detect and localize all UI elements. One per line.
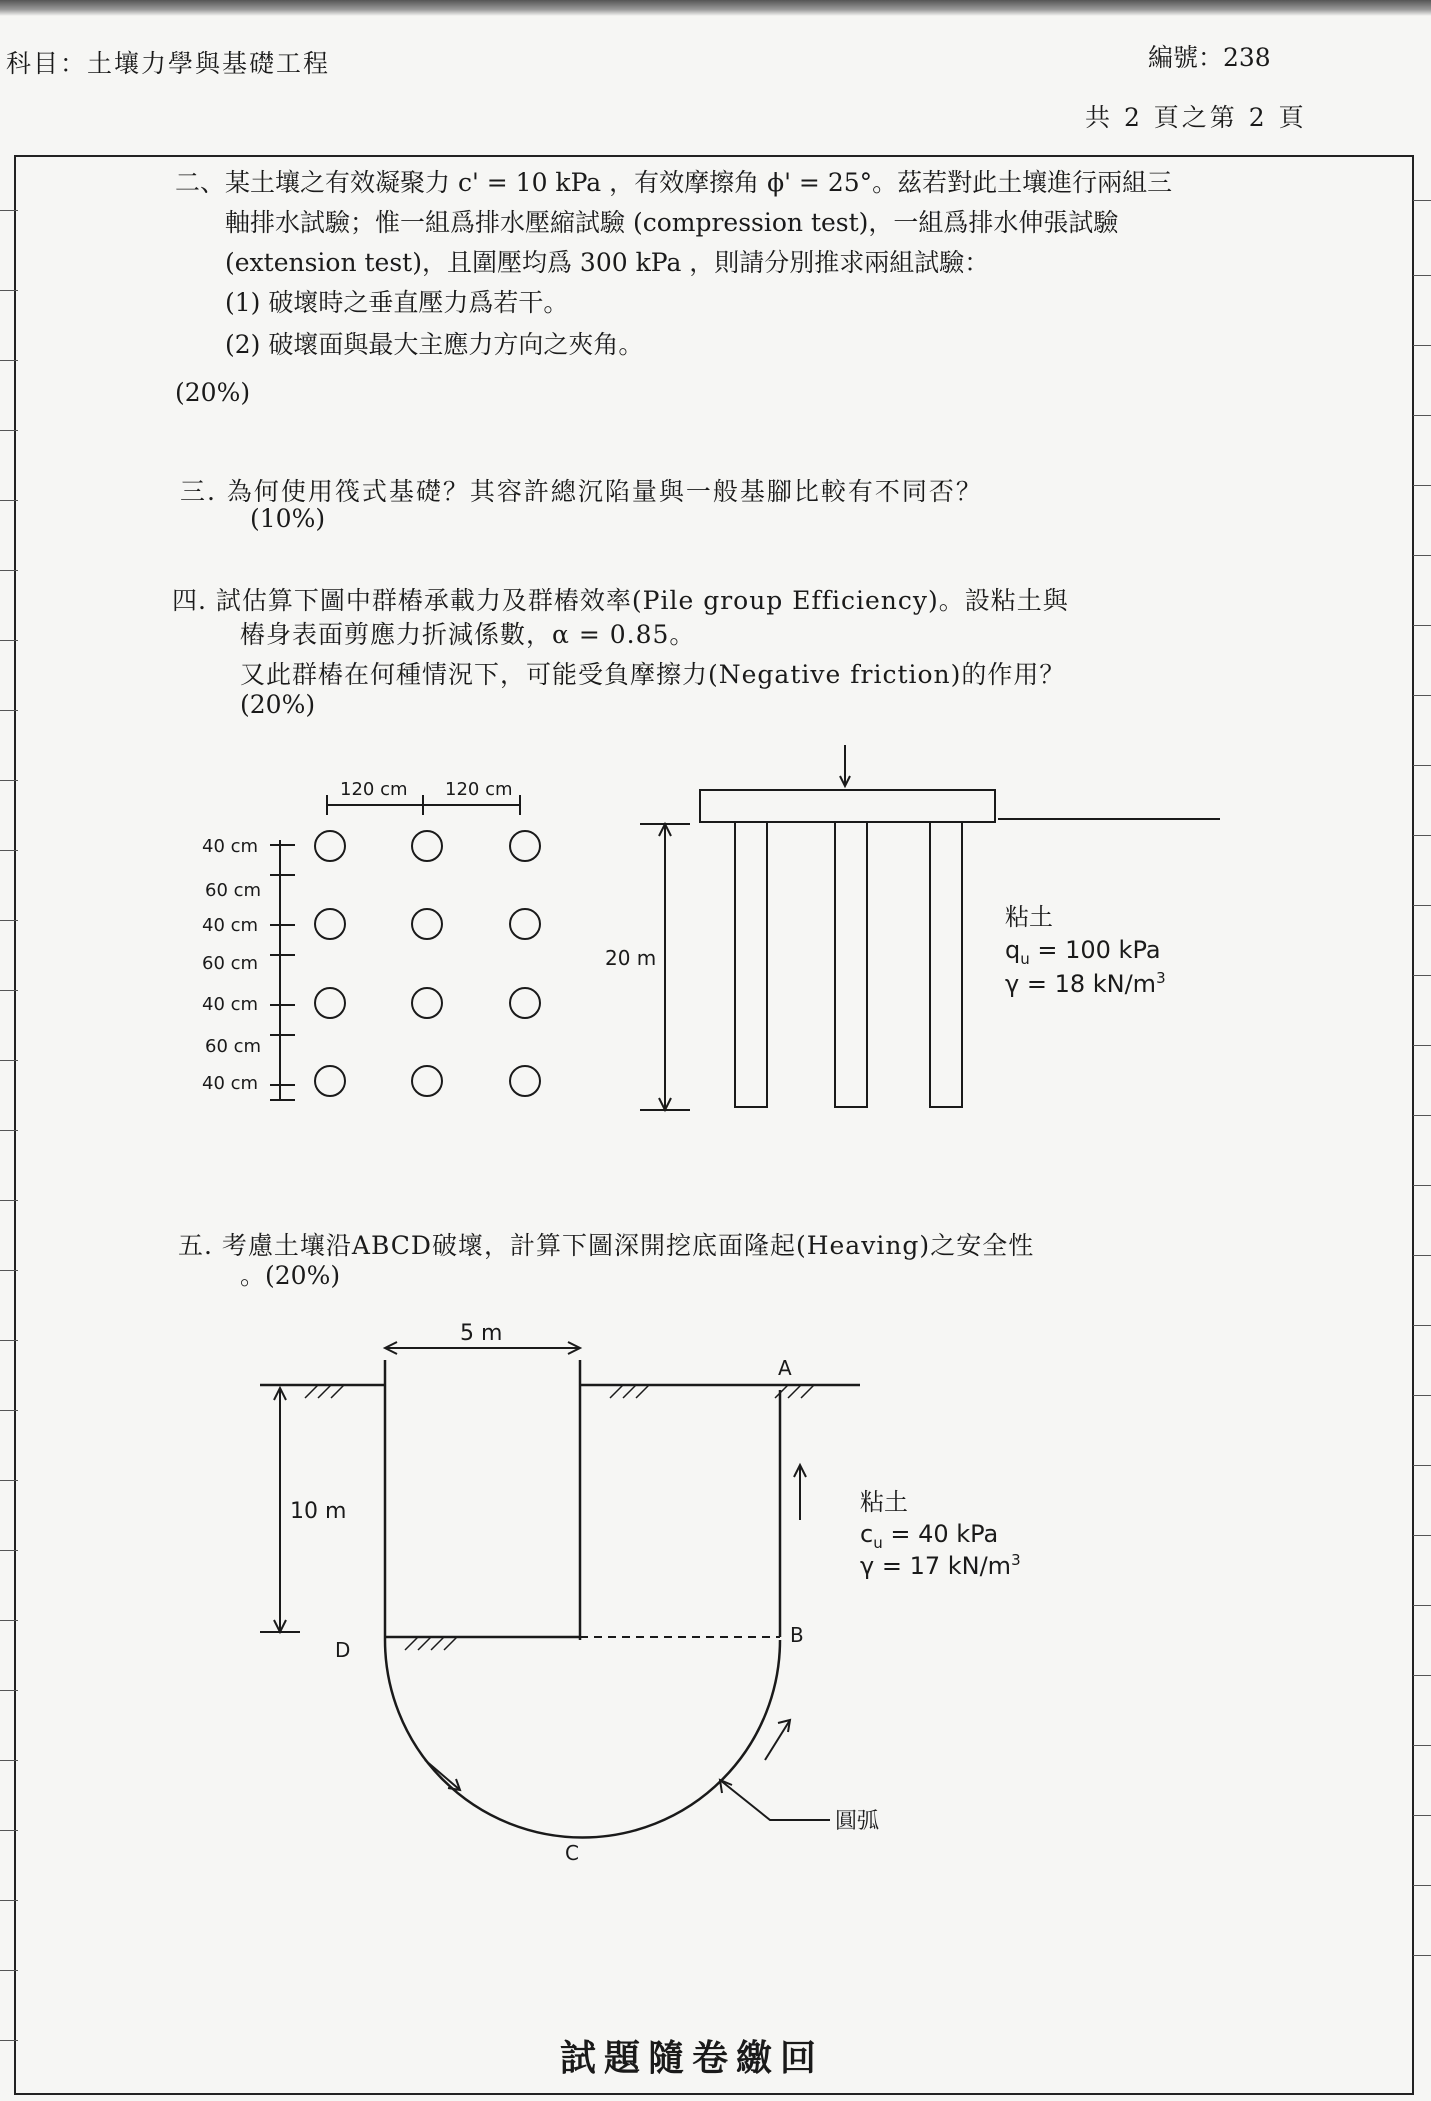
q3-line1: 三. 為何使用筏式基礎？其容許總沉陷量與一般基腳比較有不同否？ (180, 477, 983, 506)
width-label: 5 m (460, 1321, 503, 1346)
spacing-label-2: 120 cm (445, 779, 513, 800)
pile-circle (315, 909, 345, 939)
qu-value: = 100 kPa (1029, 936, 1161, 964)
q2-line3: (extension test)，且圍壓均爲 300 kPa ，則請分別推求兩組試驗： (225, 248, 990, 277)
dim-v-2: 60 cm (205, 880, 262, 901)
pile-circle (412, 1066, 442, 1096)
arc-label: 圓弧 (835, 1809, 880, 1834)
gamma-text: γ = 18 kN/m (1005, 970, 1157, 998)
qu-label (1005, 936, 1161, 968)
point-a: A (778, 1356, 792, 1380)
dim-v-3: 40 cm (202, 915, 259, 936)
spacing-label-1: 120 cm (340, 779, 408, 800)
pile-circle (510, 831, 540, 861)
q5-line2: 。(20%) (240, 1261, 341, 1290)
q5-line1: 五. 考慮土壤沿ABCD破壞，計算下圖深開挖底面隆起(Heaving)之安全性 (178, 1231, 1035, 1260)
gamma-label (860, 1551, 1021, 1580)
pile-circle (510, 988, 540, 1018)
dim-v-7: 40 cm (202, 1073, 259, 1094)
page-indicator: 共 2 頁之第 2 頁 (1085, 103, 1307, 132)
gamma-label (1005, 969, 1166, 998)
pile-cap (700, 790, 995, 822)
pile-right (930, 822, 962, 1107)
footer-note: 試題隨卷繳回 (560, 2037, 825, 2079)
q4-line1: 四. 試估算下圖中群樁承載力及群樁效率(Pile group Efficiency)。設粘土與 (172, 586, 1069, 615)
cu-value: = 40 kPa (882, 1520, 999, 1548)
pile-left (735, 822, 767, 1107)
dim-v-1: 40 cm (202, 836, 259, 857)
point-d: D (335, 1638, 351, 1662)
gamma-exponent: 3 (1156, 969, 1166, 987)
ground-hatching (305, 1385, 814, 1650)
q3-score: (10%) (250, 504, 326, 533)
gamma-exponent: 3 (1011, 1551, 1021, 1569)
q4-line2: 樁身表面剪應力折減係數，α = 0.85。 (240, 620, 696, 649)
cu-subscript: u (873, 1534, 883, 1552)
pile-circle (510, 909, 540, 939)
gamma-text: γ = 17 kN/m (860, 1552, 1012, 1580)
pile-circle (412, 909, 442, 939)
pile-circle (510, 1066, 540, 1096)
failure-arc (385, 1640, 780, 1838)
dim-v-5: 40 cm (202, 994, 259, 1015)
arrow-arc-down (425, 1760, 460, 1790)
pile-circle (412, 831, 442, 861)
subject-title: 科目：土壤力學與基礎工程 (6, 49, 331, 78)
soil-label: 粘土 (1005, 903, 1053, 931)
cu-symbol: c (860, 1520, 874, 1548)
q2-score: (20%) (175, 378, 251, 407)
scan-top-edge (0, 0, 1431, 16)
qu-symbol: q (1005, 936, 1021, 964)
exam-code: 編號：238 (1148, 43, 1271, 72)
pile-circle (412, 988, 442, 1018)
point-b: B (790, 1623, 804, 1647)
arrow-arc-up (765, 1720, 790, 1760)
dim-v-4: 60 cm (202, 953, 259, 974)
depth-label: 10 m (290, 1499, 347, 1524)
pile-circle (315, 988, 345, 1018)
cu-label (860, 1520, 998, 1552)
q2-line2: 軸排水試驗；惟一組爲排水壓縮試驗 (compression test)，一組爲排水伸張試驗 (225, 208, 1119, 237)
depth-label: 20 m (605, 946, 657, 970)
q4-line3: 又此群樁在何種情況下，可能受負摩擦力(Negative friction)的作用？ (240, 660, 1066, 689)
pile-circle (315, 1066, 345, 1096)
q2-item1: (1) 破壞時之垂直壓力爲若干。 (225, 288, 569, 317)
qu-subscript: u (1020, 950, 1030, 968)
q2-item2: (2) 破壞面與最大主應力方向之夾角。 (225, 330, 644, 359)
soil-label: 粘土 (860, 1488, 908, 1516)
point-c: C (565, 1841, 579, 1865)
arc-leader (720, 1780, 830, 1820)
pile-group-figure (190, 740, 1250, 1140)
pile-circle (315, 831, 345, 861)
q4-score: (20%) (240, 690, 316, 719)
heaving-figure (230, 1320, 1130, 1880)
q2-line1: 二、某土壤之有效凝聚力 c' = 10 kPa ，有效摩擦角 ϕ' = 25°。茲若對此土壤進行兩組三 (175, 168, 1173, 197)
dim-v-6: 60 cm (205, 1036, 262, 1057)
pile-middle (835, 822, 867, 1107)
